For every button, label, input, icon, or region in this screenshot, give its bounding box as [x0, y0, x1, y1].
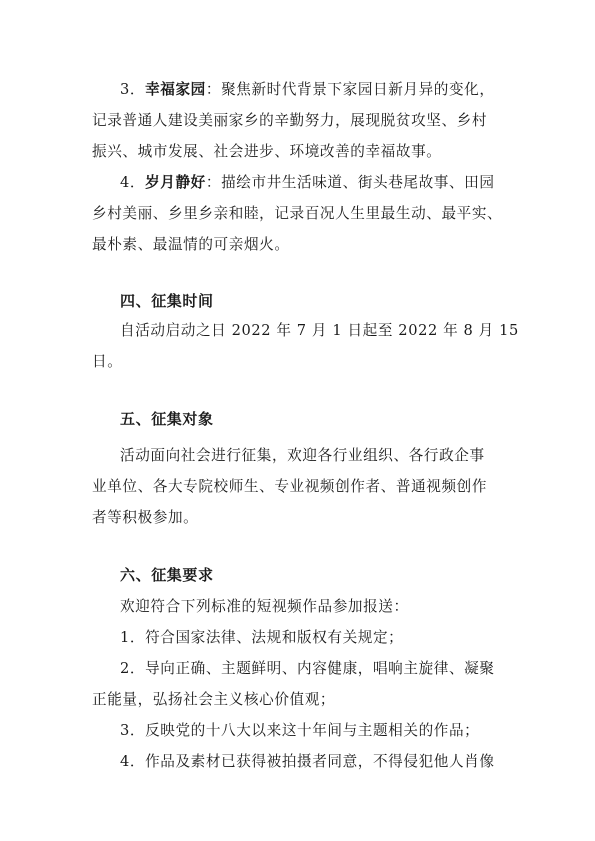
item-4-text-1: ：描绘市井生活味道、街头巷尾故事、田园: [205, 174, 495, 191]
requirement-4: 4．作品及素材已获得被拍摄者同意，不得侵犯他人肖像: [120, 753, 495, 770]
section-5-line-1: 活动面向社会进行征集，欢迎各行业组织、各行政企事: [120, 447, 485, 464]
section-6-heading: 六、征集要求: [120, 566, 214, 584]
item-4-title: 岁月静好: [145, 174, 206, 191]
item-4-line-3: 最朴素、最温情的可亲烟火。: [92, 236, 290, 253]
item-3-line-1: [120, 80, 540, 100]
item-4-line-1: [120, 173, 540, 193]
requirement-3: 3．反映党的十八大以来这十年间与主题相关的作品；: [120, 722, 480, 739]
item-3-title: 幸福家园: [145, 81, 206, 98]
section-5-line-3: 者等积极参加。: [92, 509, 199, 526]
section-6-intro: 欢迎符合下列标准的短视频作品参加报送：: [120, 598, 409, 615]
item-3-number: 3．: [120, 81, 146, 98]
requirement-2-line-1: 2．导向正确、主题鲜明、内容健康，唱响主旋律、凝聚: [120, 660, 495, 677]
item-3-line-2: 记录普通人建设美丽家乡的辛勤努力，展现脱贫攻坚、乡村: [92, 112, 488, 129]
item-4-number: 4．: [120, 174, 146, 191]
section-5-heading: 五、征集对象: [120, 410, 214, 428]
item-4-line-2: 乡村美丽、乡里乡亲和睦，记录百况人生里最生动、最平实、: [92, 205, 503, 222]
requirement-1: 1．符合国家法律、法规和版权有关规定；: [120, 629, 404, 646]
item-3-line-3: 振兴、城市发展、社会进步、环境改善的幸福故事。: [92, 143, 442, 160]
item-3-text-1: ：聚焦新时代背景下家园日新月异的变化，: [205, 81, 495, 98]
section-4-line-2: 日。: [92, 353, 123, 370]
section-5-line-2: 业单位、各大专院校师生、专业视频创作者、普通视频创作: [92, 478, 488, 495]
section-4-line-1: 自活动启动之日 2022 年 7 月 1 日起至 2022 年 8 月 15: [120, 322, 519, 339]
section-4-heading: 四、征集时间: [120, 292, 214, 310]
requirement-2-line-2: 正能量，弘扬社会主义核心价值观；: [92, 691, 336, 708]
